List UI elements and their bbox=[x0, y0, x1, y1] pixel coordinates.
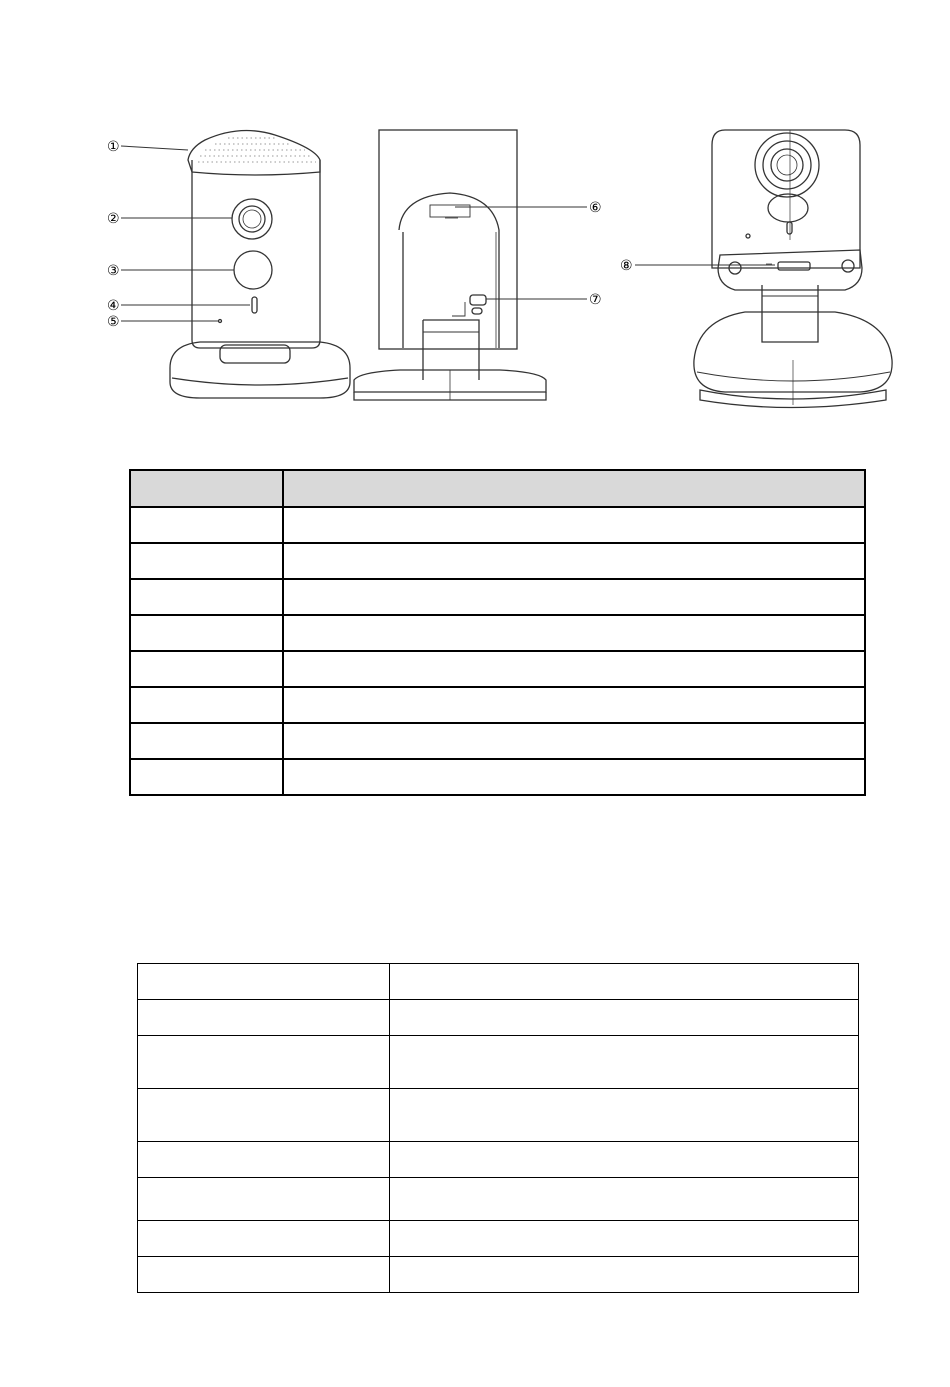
table-cell bbox=[283, 759, 865, 795]
table-cell bbox=[283, 507, 865, 543]
table-row bbox=[138, 964, 859, 1000]
table-cell bbox=[390, 964, 859, 1000]
specs-table bbox=[137, 963, 859, 1293]
table-cell bbox=[138, 1036, 390, 1089]
status-led bbox=[252, 297, 257, 313]
table-cell bbox=[283, 687, 865, 723]
table-row bbox=[130, 543, 865, 579]
table-row bbox=[130, 507, 865, 543]
pir-sensor bbox=[234, 251, 272, 289]
callout-7: ⑦ bbox=[589, 292, 602, 308]
table-cell bbox=[130, 723, 283, 759]
callout-1: ① bbox=[107, 139, 120, 155]
table-header-row bbox=[130, 470, 865, 507]
callout-6: ⑥ bbox=[589, 200, 602, 216]
table-row bbox=[130, 651, 865, 687]
header-cell bbox=[283, 470, 865, 507]
callout-8: ⑧ bbox=[620, 258, 633, 274]
table-row bbox=[138, 1089, 859, 1142]
table-cell bbox=[130, 687, 283, 723]
callout-lines bbox=[121, 146, 775, 321]
table-cell bbox=[138, 1089, 390, 1142]
table-row bbox=[130, 723, 865, 759]
table-cell bbox=[130, 507, 283, 543]
table-cell bbox=[138, 964, 390, 1000]
table-row bbox=[130, 687, 865, 723]
front-view-camera bbox=[170, 131, 350, 398]
tilted-view-camera bbox=[694, 130, 892, 408]
table-cell bbox=[283, 615, 865, 651]
table-cell bbox=[390, 1221, 859, 1257]
table-row bbox=[138, 1000, 859, 1036]
table-cell bbox=[283, 543, 865, 579]
table-cell bbox=[390, 1000, 859, 1036]
table-cell bbox=[390, 1036, 859, 1089]
microphone bbox=[219, 320, 222, 323]
table-row bbox=[130, 615, 865, 651]
camera-diagram bbox=[0, 0, 950, 430]
table-row bbox=[130, 759, 865, 795]
table-cell bbox=[283, 579, 865, 615]
table-cell bbox=[138, 1221, 390, 1257]
table-cell bbox=[390, 1178, 859, 1221]
callout-5: ⑤ bbox=[107, 314, 120, 330]
table-cell bbox=[283, 723, 865, 759]
table-cell bbox=[390, 1089, 859, 1142]
table-cell bbox=[130, 579, 283, 615]
table-cell bbox=[138, 1178, 390, 1221]
callout-2: ② bbox=[107, 211, 120, 227]
parts-table bbox=[129, 469, 866, 796]
table-row bbox=[138, 1257, 859, 1293]
table-cell bbox=[390, 1257, 859, 1293]
table-cell bbox=[283, 651, 865, 687]
table-row bbox=[138, 1221, 859, 1257]
callout-4: ④ bbox=[107, 298, 120, 314]
table-cell bbox=[138, 1142, 390, 1178]
header-cell bbox=[130, 470, 283, 507]
table-cell bbox=[138, 1000, 390, 1036]
table-cell bbox=[130, 651, 283, 687]
speaker-grille bbox=[198, 138, 316, 162]
table-row bbox=[138, 1178, 859, 1221]
table-cell bbox=[138, 1257, 390, 1293]
table-row bbox=[138, 1036, 859, 1089]
table-cell bbox=[130, 615, 283, 651]
lens bbox=[232, 199, 272, 239]
table-cell bbox=[130, 543, 283, 579]
table-cell bbox=[130, 759, 283, 795]
callout-3: ③ bbox=[107, 263, 120, 279]
back-view-camera bbox=[354, 130, 546, 400]
table-row bbox=[130, 579, 865, 615]
table-cell bbox=[390, 1142, 859, 1178]
table-row bbox=[138, 1142, 859, 1178]
